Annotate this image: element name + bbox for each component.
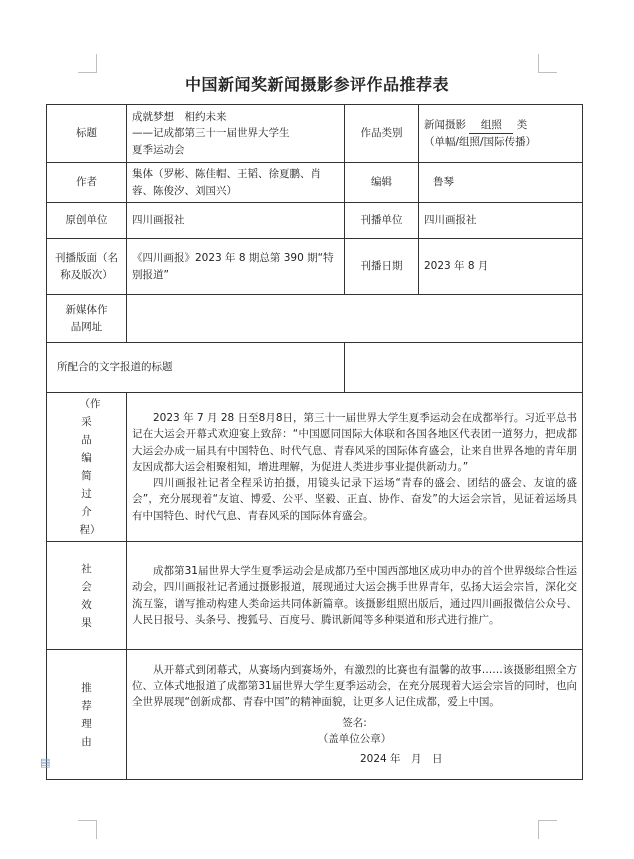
headline-line-2: ——记成都第三十一届世界大学生	[132, 127, 290, 140]
row-issue	[47, 239, 583, 295]
headline-label: 标题	[47, 105, 127, 163]
publisher-label: 刊播单位	[345, 203, 419, 239]
editor-value[interactable]: 鲁琴	[419, 163, 583, 203]
page-title: 中国新闻奖新闻摄影参评作品推荐表	[184, 75, 449, 94]
intro-paragraph-1: 2023 年 7 月 28 日至8月8日，第三十一届世界大学生夏季运动会在成都举行。习近平总书记在大运会开幕式欢迎宴上致辞：“中国愿同国际大体联和各国各地区代表团一道努力，把成都大运会办成一届具有中国特色、时代气息、青春风采的国际体育盛会，让来自世界各地的青年朋友因成都大运会相聚相知，增进理解，为促进人类进步事业提供新动力。”	[132, 412, 577, 473]
row-related	[47, 343, 583, 393]
crop-mark-bottom-right	[538, 820, 557, 839]
signature-label: 签名:	[342, 716, 367, 729]
author-value[interactable]: 集体（罗彬、陈佳帽、王韬、徐夏鹏、肖蓉、陈俊汐、刘国兴）	[127, 163, 345, 203]
sign-date: 2024 年 月 日	[360, 753, 443, 766]
editor-label: 编辑	[345, 163, 419, 203]
org-label: 原创单位	[47, 203, 127, 239]
crop-mark-bottom-left	[78, 820, 97, 839]
issue-value[interactable]: 《四川画报》2023 年 8 期总第 390 期“特别报道”	[127, 239, 345, 295]
reason-value[interactable]	[127, 650, 583, 780]
headline-line-1: 成就梦想 相约未来	[132, 111, 227, 124]
row-effect	[47, 542, 583, 650]
issue-label: 刊播版面（名称及版次）	[47, 239, 127, 295]
category-label: 作品类别	[345, 105, 419, 163]
row-intro	[47, 393, 583, 542]
author-label: 作者	[47, 163, 127, 203]
reason-paragraph: 从开幕式到闭幕式，从赛场内到赛场外，有激烈的比赛也有温馨的故事……该摄影组照全方位、立体式地报道了成都第31届世界大学生夏季运动会，在充分展现着大运会宗旨的同时，也向全世界展现“创新成都、青春中国”的精神面貌，让更多人记住成都，爱上中国。	[132, 663, 577, 709]
related-label: 所配合的文字报道的标题	[47, 343, 345, 393]
intro-paragraph-2: 四川画报社记者全程采访拍摄，用镜头记录下运场“青春的盛会、团结的盛会、友谊的盛会”，充分展现着“友谊、博爱、公平、坚毅、正直、协作、奋发”的大运会宗旨，见证着运场具有中国特色、时代气息、青春风采的国际体育盛会。	[132, 477, 577, 522]
date-value[interactable]: 2023 年 8 月	[419, 239, 583, 295]
row-author	[47, 163, 583, 203]
document-icon[interactable]: ▤	[40, 756, 51, 769]
org-value[interactable]: 四川画报社	[127, 203, 345, 239]
effect-paragraph: 成都第31届世界大学生夏季运动会是成都乃至中国西部地区成功申办的首个世界级综合性运动会，四川画报社记者通过摄影报道，展现通过大运会携手世界青年，弘扬大运会宗旨，深化交流互鉴，谱写推动构建人类命运共同体新篇章。该摄影组照出版后，通过四川画报微信公众号、人民日报号、头条号、搜狐号、百度号、腾讯新闻等多种渠道和形式进行推广。	[132, 564, 577, 626]
recommendation-form	[46, 104, 583, 780]
category-suffix: 类	[516, 118, 528, 131]
effect-value[interactable]	[127, 542, 583, 650]
category-value[interactable]	[419, 105, 583, 163]
seal-label: （盖单位公章）	[317, 732, 392, 745]
headline-line-3: 夏季运动会	[132, 143, 185, 156]
newmedia-value[interactable]	[127, 295, 583, 343]
effect-label: 社会效果	[47, 542, 127, 650]
headline-value[interactable]	[127, 105, 345, 163]
date-label: 刊播日期	[345, 239, 419, 295]
crop-mark-top-left	[78, 54, 97, 73]
related-value[interactable]	[345, 343, 583, 393]
category-prefix: 新闻摄影	[424, 118, 466, 131]
row-org	[47, 203, 583, 239]
category-options: （单幅/组照/国际传播）	[424, 136, 537, 148]
category-selected[interactable]: 组照	[469, 117, 513, 134]
row-headline	[47, 105, 583, 163]
intro-label: （作采品编简过介程）	[47, 393, 127, 542]
reason-label: 推荐理由	[47, 650, 127, 780]
row-newmedia	[47, 295, 583, 343]
crop-mark-top-right	[538, 54, 557, 73]
publisher-value[interactable]: 四川画报社	[419, 203, 583, 239]
newmedia-label: 新媒体作品网址	[47, 295, 127, 343]
row-reason	[47, 650, 583, 780]
intro-value[interactable]	[127, 393, 583, 542]
